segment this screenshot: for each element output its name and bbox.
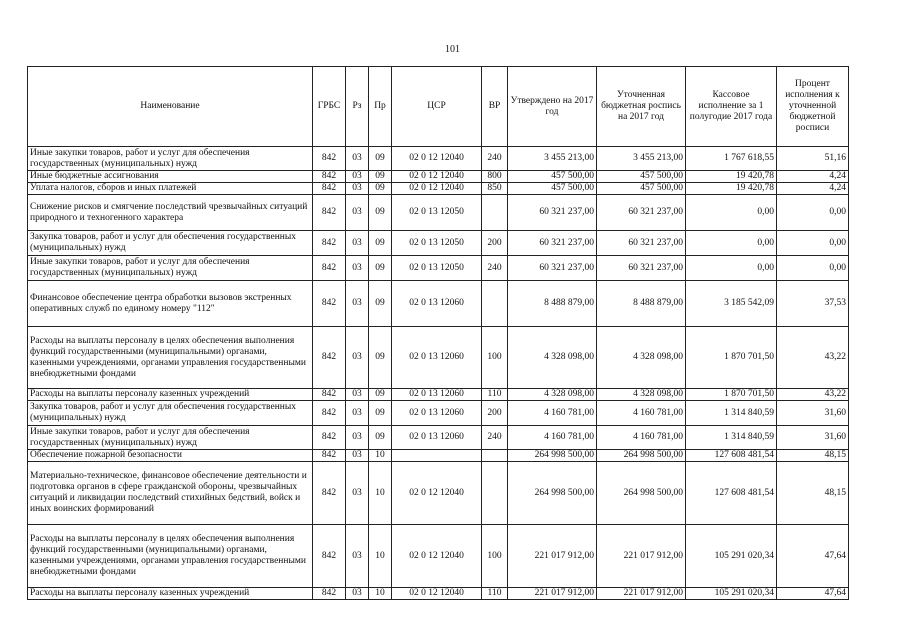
cell-pr: 09 (369, 281, 392, 327)
cell-refined: 4 160 781,00 (597, 426, 686, 450)
cell-percent: 48,15 (777, 462, 849, 525)
cell-approved: 264 998 500,00 (508, 462, 597, 525)
cell-rz: 03 (346, 256, 369, 281)
cell-vr: 240 (482, 147, 508, 171)
cell-approved: 8 488 879,00 (508, 281, 597, 327)
cell-rz: 03 (346, 462, 369, 525)
cell-executed: 1 314 840,59 (686, 401, 777, 426)
cell-name: Обеспечение пожарной безопасности (28, 450, 313, 462)
table-row (28, 183, 849, 195)
cell-csr (392, 450, 482, 462)
cell-pr: 10 (369, 450, 392, 462)
cell-csr: 02 0 13 12050 (392, 256, 482, 281)
cell-rz: 03 (346, 231, 369, 256)
cell-csr: 02 0 13 12050 (392, 195, 482, 231)
cell-csr: 02 0 13 12060 (392, 327, 482, 389)
budget-table (27, 66, 849, 600)
cell-percent: 43,22 (777, 327, 849, 389)
cell-executed: 3 185 542,09 (686, 281, 777, 327)
cell-csr: 02 0 13 12060 (392, 281, 482, 327)
cell-csr: 02 0 13 12060 (392, 426, 482, 450)
cell-grbs: 842 (313, 525, 346, 588)
cell-percent: 31,60 (777, 426, 849, 450)
cell-csr: 02 0 12 12040 (392, 462, 482, 525)
cell-executed: 1 870 701,50 (686, 389, 777, 401)
cell-refined: 3 455 213,00 (597, 147, 686, 171)
cell-executed: 1 870 701,50 (686, 327, 777, 389)
cell-vr: 200 (482, 231, 508, 256)
cell-pr: 09 (369, 401, 392, 426)
cell-name: Уплата налогов, сборов и иных платежей (28, 183, 313, 195)
cell-name: Иные бюджетные ассигнования (28, 171, 313, 183)
cell-pr: 09 (369, 195, 392, 231)
cell-refined: 264 998 500,00 (597, 450, 686, 462)
cell-approved: 60 321 237,00 (508, 256, 597, 281)
cell-pr: 09 (369, 327, 392, 389)
cell-rz: 03 (346, 171, 369, 183)
cell-refined: 60 321 237,00 (597, 231, 686, 256)
cell-name: Расходы на выплаты персоналу казенных учреждений (28, 389, 313, 401)
cell-percent: 47,64 (777, 588, 849, 600)
cell-name: Расходы на выплаты персоналу казенных учреждений (28, 588, 313, 600)
table-row (28, 281, 849, 327)
cell-csr: 02 0 13 12060 (392, 389, 482, 401)
cell-grbs: 842 (313, 147, 346, 171)
header-refined: Уточненная бюджетная роспись на 2017 год (597, 67, 686, 147)
cell-pr: 09 (369, 231, 392, 256)
cell-grbs: 842 (313, 588, 346, 600)
cell-rz: 03 (346, 327, 369, 389)
cell-grbs: 842 (313, 450, 346, 462)
cell-grbs: 842 (313, 401, 346, 426)
cell-pr: 09 (369, 171, 392, 183)
cell-grbs: 842 (313, 231, 346, 256)
table-row (28, 525, 849, 588)
cell-pr: 10 (369, 525, 392, 588)
header-executed: Кассовое исполнение за 1 полугодие 2017 года (686, 67, 777, 147)
cell-name: Расходы на выплаты персоналу в целях обеспечения выполнения функций государственными (муниципальными) органами, казенными учреждениями, органами управления государственными внебюджетными фондами (28, 327, 313, 389)
cell-pr: 10 (369, 588, 392, 600)
cell-approved: 3 455 213,00 (508, 147, 597, 171)
table-row (28, 588, 849, 600)
cell-name: Расходы на выплаты персоналу в целях обеспечения выполнения функций государственными (муниципальными) органами, казенными учреждениями, органами управления государственными внебюджетными фондами (28, 525, 313, 588)
cell-grbs: 842 (313, 389, 346, 401)
header-rz: Рз (346, 67, 369, 147)
table-row (28, 147, 849, 171)
cell-percent: 0,00 (777, 231, 849, 256)
cell-grbs: 842 (313, 462, 346, 525)
cell-percent: 4,24 (777, 183, 849, 195)
cell-vr: 200 (482, 401, 508, 426)
cell-vr: 100 (482, 525, 508, 588)
cell-approved: 457 500,00 (508, 171, 597, 183)
header-vr: ВР (482, 67, 508, 147)
cell-rz: 03 (346, 401, 369, 426)
cell-vr: 800 (482, 171, 508, 183)
table-row (28, 256, 849, 281)
cell-grbs: 842 (313, 426, 346, 450)
cell-rz: 03 (346, 195, 369, 231)
cell-name: Закупка товаров, работ и услуг для обеспечения государственных (муниципальных) нужд (28, 231, 313, 256)
cell-grbs: 842 (313, 171, 346, 183)
cell-rz: 03 (346, 426, 369, 450)
cell-executed: 105 291 020,34 (686, 525, 777, 588)
cell-refined: 264 998 500,00 (597, 462, 686, 525)
cell-approved: 221 017 912,00 (508, 525, 597, 588)
cell-refined: 60 321 237,00 (597, 256, 686, 281)
cell-refined: 457 500,00 (597, 183, 686, 195)
cell-approved: 60 321 237,00 (508, 195, 597, 231)
cell-rz: 03 (346, 389, 369, 401)
cell-pr: 09 (369, 426, 392, 450)
cell-rz: 03 (346, 281, 369, 327)
cell-executed: 0,00 (686, 256, 777, 281)
header-row (28, 67, 849, 147)
cell-approved: 221 017 912,00 (508, 588, 597, 600)
cell-pr: 09 (369, 256, 392, 281)
cell-csr: 02 0 13 12050 (392, 231, 482, 256)
cell-approved: 4 328 098,00 (508, 327, 597, 389)
table-row (28, 195, 849, 231)
cell-vr: 110 (482, 389, 508, 401)
cell-refined: 457 500,00 (597, 171, 686, 183)
header-pr: Пр (369, 67, 392, 147)
cell-percent: 0,00 (777, 256, 849, 281)
header-grbs: ГРБС (313, 67, 346, 147)
cell-csr: 02 0 12 12040 (392, 525, 482, 588)
cell-rz: 03 (346, 147, 369, 171)
cell-name: Снижение рисков и смягчение последствий чрезвычайных ситуаций природного и техногенного характера (28, 195, 313, 231)
cell-percent: 31,60 (777, 401, 849, 426)
header-name: Наименование (28, 67, 313, 147)
cell-vr (482, 281, 508, 327)
table-row (28, 462, 849, 525)
cell-executed: 0,00 (686, 231, 777, 256)
cell-vr: 240 (482, 256, 508, 281)
cell-approved: 457 500,00 (508, 183, 597, 195)
cell-grbs: 842 (313, 195, 346, 231)
table-row (28, 327, 849, 389)
cell-grbs: 842 (313, 281, 346, 327)
cell-vr (482, 450, 508, 462)
cell-refined: 8 488 879,00 (597, 281, 686, 327)
cell-csr: 02 0 12 12040 (392, 171, 482, 183)
cell-percent: 43,22 (777, 389, 849, 401)
cell-pr: 09 (369, 183, 392, 195)
table-row (28, 231, 849, 256)
table-row (28, 450, 849, 462)
cell-vr: 240 (482, 426, 508, 450)
cell-refined: 4 328 098,00 (597, 389, 686, 401)
cell-csr: 02 0 12 12040 (392, 183, 482, 195)
cell-executed: 127 608 481,54 (686, 462, 777, 525)
cell-pr: 10 (369, 462, 392, 525)
cell-refined: 4 328 098,00 (597, 327, 686, 389)
cell-percent: 47,64 (777, 525, 849, 588)
cell-percent: 4,24 (777, 171, 849, 183)
cell-percent: 51,16 (777, 147, 849, 171)
cell-vr: 110 (482, 588, 508, 600)
cell-percent: 37,53 (777, 281, 849, 327)
header-percent: Процент исполнения к уточненной бюджетной росписи (777, 67, 849, 147)
cell-executed: 127 608 481,54 (686, 450, 777, 462)
cell-approved: 4 160 781,00 (508, 401, 597, 426)
cell-approved: 4 328 098,00 (508, 389, 597, 401)
cell-executed: 19 420,78 (686, 171, 777, 183)
cell-percent: 48,15 (777, 450, 849, 462)
header-csr: ЦСР (392, 67, 482, 147)
table-row (28, 389, 849, 401)
cell-csr: 02 0 13 12060 (392, 401, 482, 426)
cell-refined: 4 160 781,00 (597, 401, 686, 426)
cell-pr: 09 (369, 389, 392, 401)
cell-refined: 221 017 912,00 (597, 588, 686, 600)
cell-vr (482, 462, 508, 525)
cell-refined: 60 321 237,00 (597, 195, 686, 231)
cell-approved: 264 998 500,00 (508, 450, 597, 462)
cell-executed: 105 291 020,34 (686, 588, 777, 600)
table-row (28, 401, 849, 426)
cell-approved: 60 321 237,00 (508, 231, 597, 256)
cell-executed: 0,00 (686, 195, 777, 231)
table-row (28, 171, 849, 183)
cell-rz: 03 (346, 183, 369, 195)
cell-vr (482, 195, 508, 231)
cell-name: Закупка товаров, работ и услуг для обеспечения государственных (муниципальных) нужд (28, 401, 313, 426)
cell-rz: 03 (346, 525, 369, 588)
cell-vr: 850 (482, 183, 508, 195)
cell-executed: 1 314 840,59 (686, 426, 777, 450)
cell-csr: 02 0 12 12040 (392, 588, 482, 600)
cell-executed: 19 420,78 (686, 183, 777, 195)
cell-name: Иные закупки товаров, работ и услуг для обеспечения государственных (муниципальных) нужд (28, 256, 313, 281)
cell-grbs: 842 (313, 327, 346, 389)
cell-grbs: 842 (313, 256, 346, 281)
cell-name: Материально-техническое, финансовое обеспечение деятельности и подготовка органов в сфере гражданской обороны, чрезвычайных ситуаций и ликвидации последствий стихийных бедствий, войск и иных воинских формирований (28, 462, 313, 525)
cell-rz: 03 (346, 450, 369, 462)
cell-name: Финансовое обеспечение центра обработки вызовов экстренных оперативных служб по единому номеру "112" (28, 281, 313, 327)
cell-executed: 1 767 618,55 (686, 147, 777, 171)
cell-grbs: 842 (313, 183, 346, 195)
cell-pr: 09 (369, 147, 392, 171)
page-number: 101 (445, 44, 460, 55)
table-row (28, 426, 849, 450)
cell-refined: 221 017 912,00 (597, 525, 686, 588)
cell-percent: 0,00 (777, 195, 849, 231)
cell-name: Иные закупки товаров, работ и услуг для обеспечения государственных (муниципальных) нужд (28, 147, 313, 171)
cell-vr: 100 (482, 327, 508, 389)
cell-rz: 03 (346, 588, 369, 600)
cell-approved: 4 160 781,00 (508, 426, 597, 450)
header-approved: Утверждено на 2017 год (508, 67, 597, 147)
cell-csr: 02 0 12 12040 (392, 147, 482, 171)
cell-name: Иные закупки товаров, работ и услуг для обеспечения государственных (муниципальных) нужд (28, 426, 313, 450)
